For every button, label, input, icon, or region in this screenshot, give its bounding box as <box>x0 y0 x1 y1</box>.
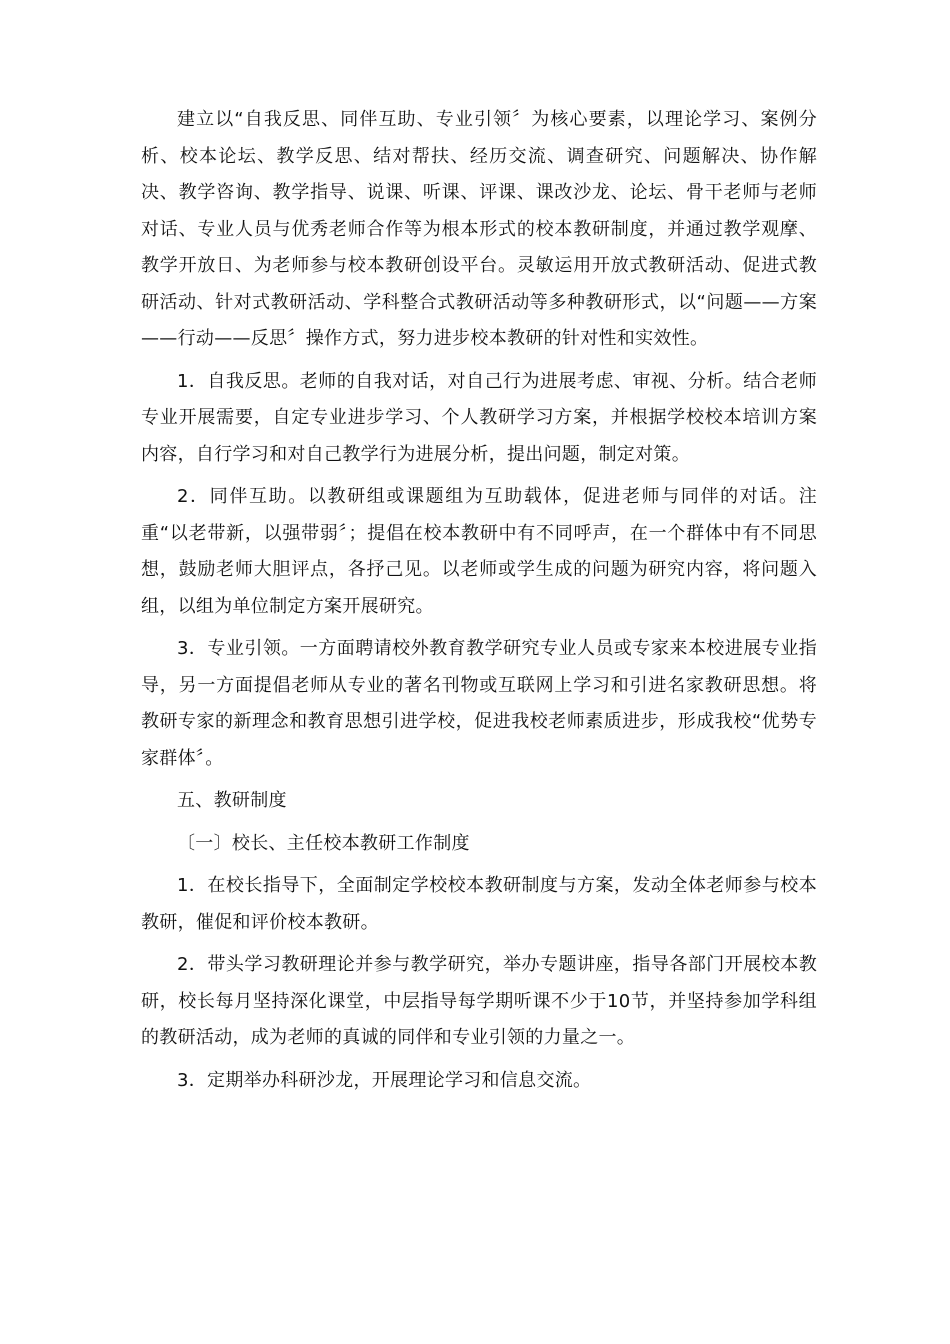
paragraph-self-reflection: 1．自我反思。老师的自我对话，对自己行为进展考虑、审视、分析。结合老师专业开展需要，自定专业进步学习、个人教研学习方案，并根据学校校本培训方案内容，自行学习和对自己教学行为进展分析，提出问题，制定对策。 <box>141 370 817 465</box>
section-heading-research-system: 五、教研制度 <box>177 790 287 811</box>
document-body <box>141 102 817 1099</box>
paragraph-item-2: 2．带头学习教研理论并参与教学研究，举办专题讲座，指导各部门开展校本教研，校长每月坚持深化课堂，中层指导每学期听课不少于10节，并坚持参加学科组的教研活动，成为老师的真诚的同伴和专业引领的力量之一。 <box>141 954 817 1048</box>
paragraph-item-3: 3．定期举办科研沙龙，开展理论学习和信息交流。 <box>177 1069 592 1091</box>
subsection-heading-principal-director: 〔一〕校长、主任校本教研工作制度 <box>177 832 470 854</box>
paragraph-core-elements: 建立以“自我反思、同伴互助、专业引领〞为核心要素，以理论学习、案例分析、校本论坛、教学反思、结对帮扶、经历交流、调查研究、问题解决、协作解决、教学咨询、教学指导、说课、听课、评课、课改沙龙、论坛、骨干老师与老师对话、专业人员与优秀老师合作等为根本形式的校本教研制度，并通过教学观摩、教学开放日、为老师参与校本教研创设平台。灵敏运用开放式教研活动、促进式教研活动、针对式教研活动、学科整合式教研活动等多种教研形式，以“问题——方案——行动——反思〞操作方式，努力进步校本教研的针对性和实效性。 <box>141 109 817 349</box>
paragraph-professional-guidance: 3．专业引领。一方面聘请校外教育教学研究专业人员或专家来本校进展专业指导，另一方面提倡老师从专业的著名刊物或互联网上学习和引进名家教研思想。将教研专家的新理念和教育思想引进学校，促进我校老师素质进步，形成我校“优势专家群体〞。 <box>141 638 817 769</box>
paragraph-item-1: 1．在校长指导下，全面制定学校校本教研制度与方案，发动全体老师参与校本教研，催促和评价校本教研。 <box>141 875 817 933</box>
paragraph-peer-support: 2．同伴互助。以教研组或课题组为互助载体，促进老师与同伴的对话。注重“以老带新，以强带弱〞；提倡在校本教研中有不同呼声，在一个群体中有不同思想，鼓励老师大胆评点，各抒己见。以老师或学生成的问题为研究内容，将问题入组，以组为单位制定方案开展研究。 <box>141 486 817 617</box>
